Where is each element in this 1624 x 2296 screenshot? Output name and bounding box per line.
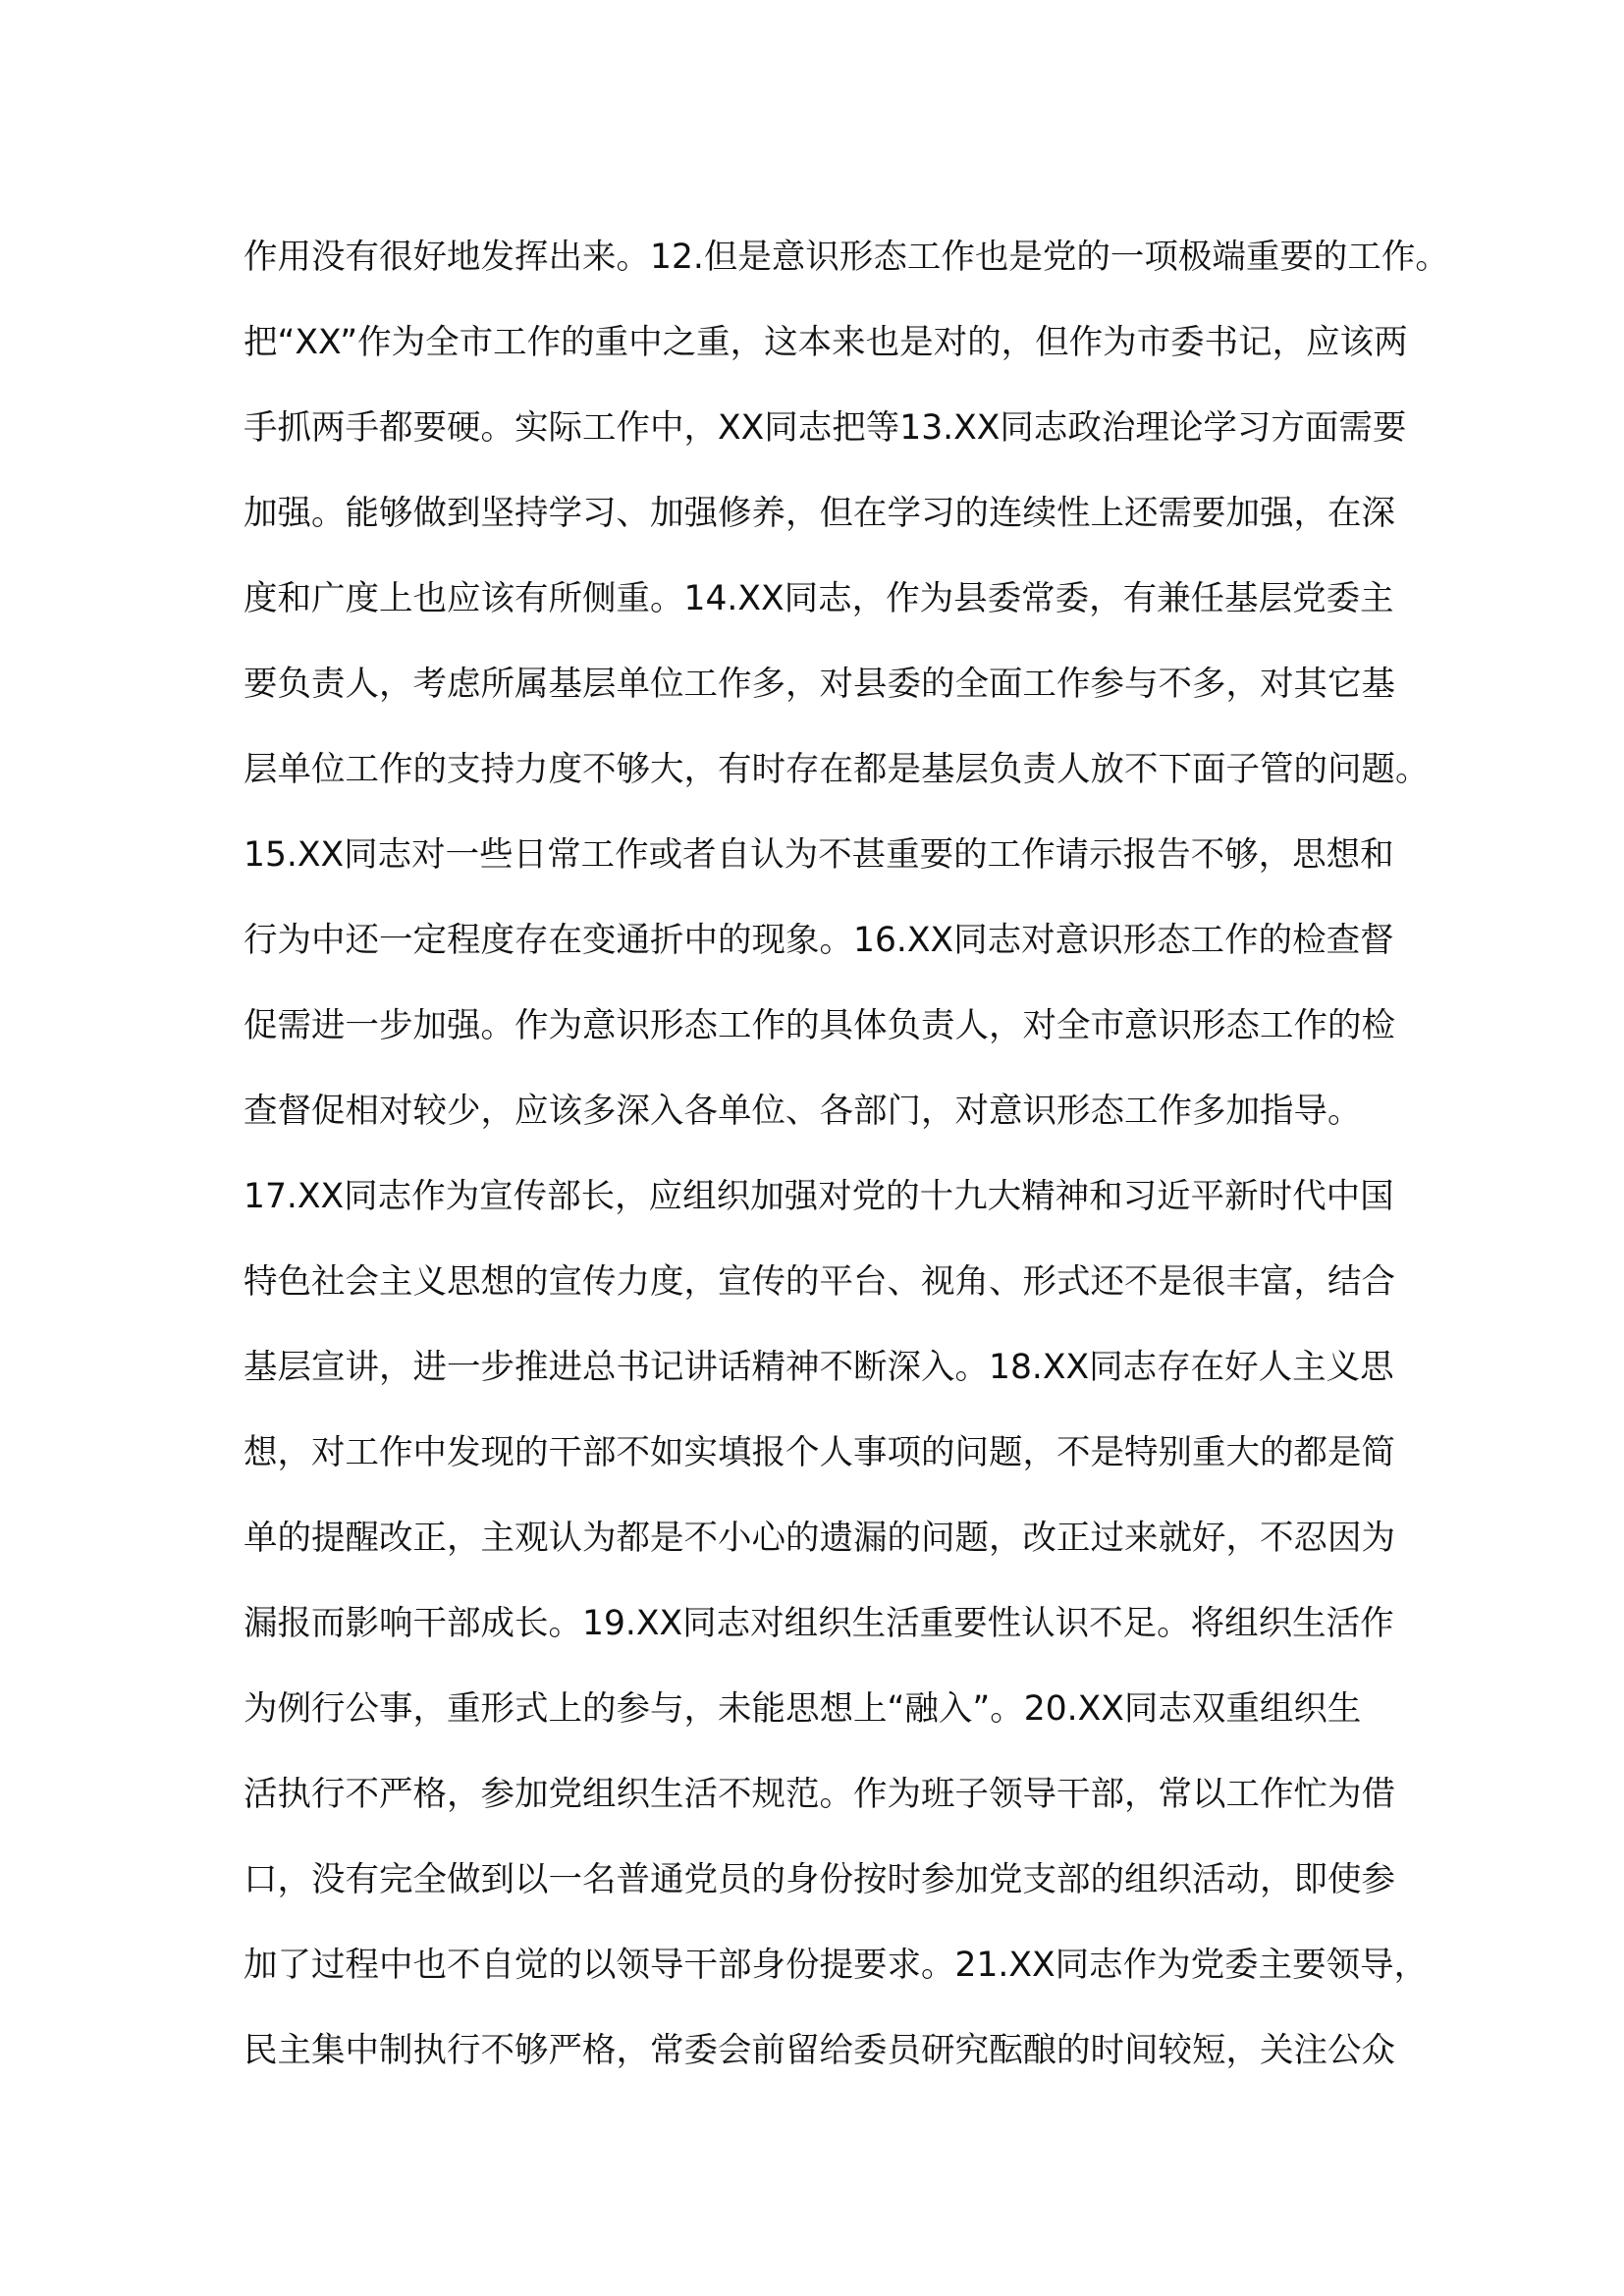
text-line-19: 活执行不严格，参加党组织生活不规范。作为班子领导干部，常以工作忙为借 bbox=[244, 1775, 1395, 1814]
text-line-8: 15.XX同志对一些日常工作或者自认为不甚重要的工作请示报告不够，思想和 bbox=[244, 835, 1394, 875]
text-line-6: 要负责人，考虑所属基层单位工作多，对县委的全面工作参与不多，对其它基 bbox=[244, 665, 1395, 704]
text-line-13: 特色社会主义思想的宣传力度，宣传的平台、视角、形式还不是很丰富，结合 bbox=[244, 1262, 1395, 1302]
text-line-18: 为例行公事，重形式上的参与，未能思想上“融入”。20.XX同志双重组织生 bbox=[244, 1689, 1362, 1729]
text-line-10: 促需进一步加强。作为意识形态工作的具体负责人，对全市意识形态工作的检 bbox=[244, 1006, 1395, 1045]
text-line-14: 基层宣讲，进一步推进总书记讲话精神不断深入。18.XX同志存在好人主义思 bbox=[244, 1348, 1394, 1387]
text-line-5: 度和广度上也应该有所侧重。14.XX同志，作为县委常委，有兼任基层党委主 bbox=[244, 579, 1394, 618]
text-line-12: 17.XX同志作为宣传部长，应组织加强对党的十九大精神和习近平新时代中国 bbox=[244, 1177, 1394, 1216]
text-line-17: 漏报而影响干部成长。19.XX同志对组织生活重要性认识不足。将组织生活作 bbox=[244, 1604, 1394, 1643]
text-line-1: 作用没有很好地发挥出来。12.但是意识形态工作也是党的一项极端重要的工作。 bbox=[244, 238, 1449, 277]
body-text bbox=[244, 228, 1449, 2107]
text-line-2: 把“XX”作为全市工作的重中之重，这本来也是对的，但作为市委书记，应该两 bbox=[244, 323, 1408, 362]
text-line-22: 民主集中制执行不够严格，常委会前留给委员研究酝酿的时间较短，关注公众 bbox=[244, 2031, 1395, 2070]
text-line-3: 手抓两手都要硬。实际工作中，XX同志把等13.XX同志政治理论学习方面需要 bbox=[244, 408, 1407, 448]
text-line-21: 加了过程中也不自觉的以领导干部身份提要求。21.XX同志作为党委主要领导， bbox=[244, 1946, 1429, 1985]
text-line-11: 查督促相对较少，应该多深入各单位、各部门，对意识形态工作多加指导。 bbox=[244, 1092, 1362, 1131]
text-line-9: 行为中还一定程度存在变通折中的现象。16.XX同志对意识形态工作的检查督 bbox=[244, 921, 1394, 960]
text-line-20: 口，没有完全做到以一名普通党员的身份按时参加党支部的组织活动，即使参 bbox=[244, 1860, 1395, 1899]
text-line-4: 加强。能够做到坚持学习、加强修养，但在学习的连续性上还需要加强，在深 bbox=[244, 494, 1395, 533]
text-line-16: 单的提醒改正，主观认为都是不小心的遗漏的问题，改正过来就好，不忍因为 bbox=[244, 1519, 1395, 1558]
text-line-7: 层单位工作的支持力度不够大，有时存在都是基层负责人放不下面子管的问题。 bbox=[244, 750, 1430, 789]
text-line-15: 想，对工作中发现的干部不如实填报个人事项的问题，不是特别重大的都是简 bbox=[244, 1433, 1395, 1472]
